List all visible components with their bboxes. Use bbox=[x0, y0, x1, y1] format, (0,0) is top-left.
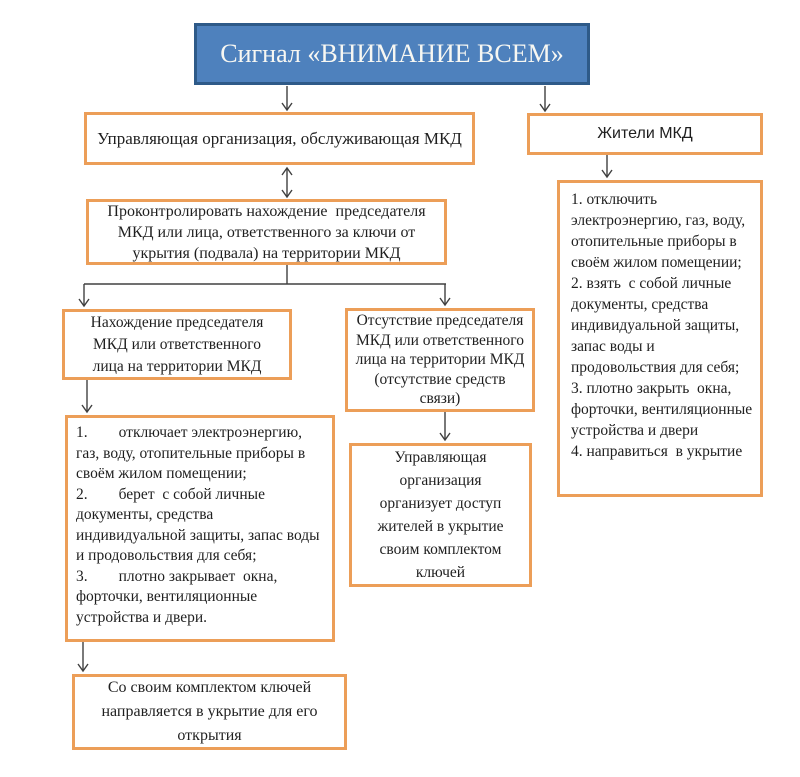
resident-actions-box bbox=[557, 180, 763, 497]
manager-action-item-2: 2. берет с собой личные документы, средства индивидуальной защиты, запас воды и продовольствия для себя; bbox=[76, 485, 324, 564]
manager-action-item-1: 1. отключает электроэнергию, газ, воду, отопительные приборы в своём жилом помещении; bbox=[76, 424, 310, 482]
chairman-absent-text: Отсутствие председателя МКД или ответственного лица на территории МКД (отсутствие средств связи) bbox=[355, 312, 529, 408]
management-org-text: Управляющая организация, обслуживающая МКД bbox=[97, 129, 462, 148]
residents-box bbox=[527, 113, 763, 155]
management-access-text: Управляющая организация организует доступ жителей в укрытие своим комплектом ключей bbox=[377, 449, 508, 581]
resident-action-item-4: 4. направиться в укрытие bbox=[571, 443, 743, 460]
arrow-management-control-double bbox=[282, 168, 292, 197]
control-check-text: Проконтролировать нахождение председателя МКД или лица, ответственного за ключи от укрытия (подвала) на территории МКД bbox=[107, 202, 430, 262]
resident-action-item-1: 1. отключить электроэнергию, газ, воду, отопительные приборы в своём жилом помещении; bbox=[571, 191, 749, 271]
manager-action-item-3: 3. плотно закрывает окна, форточки, вентиляционные устройства и двери. bbox=[76, 567, 282, 626]
arrow-title-to-residents bbox=[540, 86, 550, 111]
management-access-box bbox=[349, 443, 532, 587]
resident-action-item-3: 3. плотно закрыть окна, форточки, вентиляционные устройства и двери bbox=[571, 380, 757, 439]
residents-text: Жители МКД bbox=[597, 125, 693, 142]
keys-to-shelter-text: Со своим комплектом ключей направляется в укрытие для его открытия bbox=[101, 679, 322, 744]
chairman-present-text: Нахождение председателя МКД или ответственного лица на территории МКД bbox=[90, 313, 269, 375]
management-org-box bbox=[84, 112, 475, 165]
keys-to-shelter-box bbox=[72, 674, 347, 750]
signal-title-text: Сигнал «ВНИМАНИЕ ВСЕМ» bbox=[220, 39, 564, 68]
chairman-absent-box bbox=[345, 308, 535, 412]
signal-title-box bbox=[194, 23, 590, 85]
connector-control-split bbox=[79, 265, 450, 306]
chairman-present-box bbox=[62, 309, 292, 380]
arrow-title-to-management bbox=[282, 86, 292, 110]
arrow-absent-to-access bbox=[440, 412, 450, 440]
resident-action-item-2: 2. взять с собой личные документы, средства индивидуальной защиты, запас воды и продовольствия для себя; bbox=[571, 275, 744, 376]
arrow-manager-actions-to-keys bbox=[78, 642, 88, 671]
manager-actions-box bbox=[65, 415, 335, 642]
arrow-residents-to-resident-actions bbox=[602, 155, 612, 177]
control-check-box bbox=[86, 199, 447, 265]
arrow-present-to-manager-actions bbox=[82, 380, 92, 412]
